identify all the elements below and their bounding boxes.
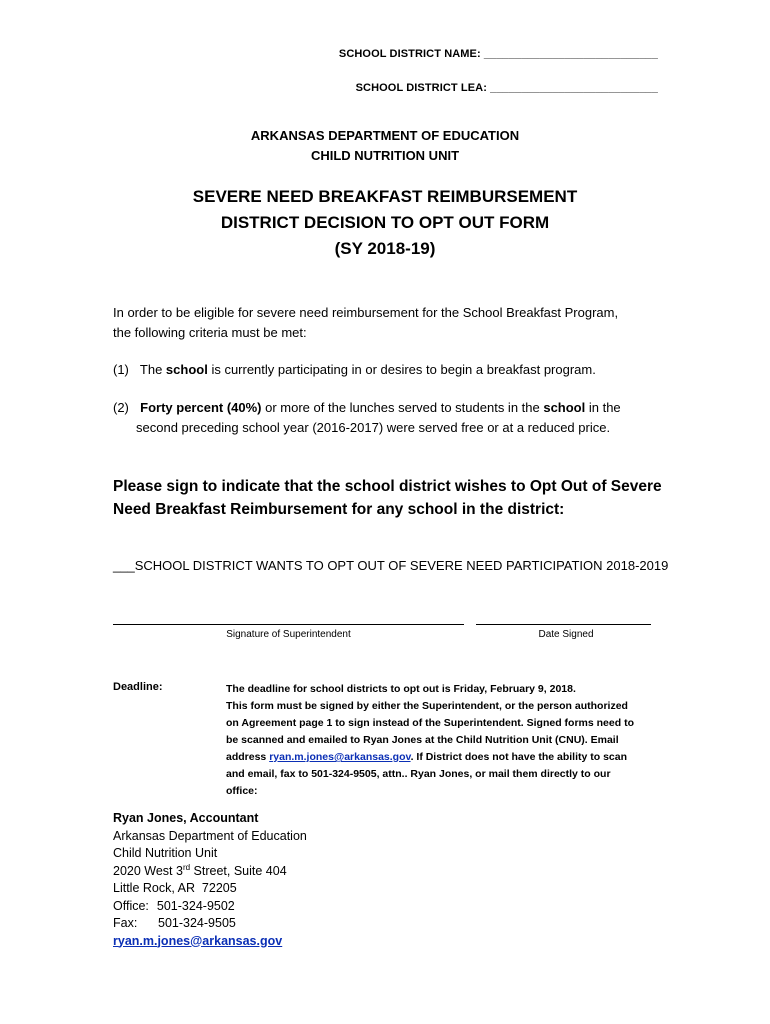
agency-heading [0, 126, 770, 166]
office-phone: 501-324-9502 [156, 898, 235, 913]
contact-street [113, 863, 413, 881]
street-name: Street, Suite 404 [190, 863, 287, 878]
street-ordinal: rd [182, 862, 191, 872]
contact-office [113, 898, 413, 916]
form-title-line3: (SY 2018-19) [334, 239, 436, 258]
deadline-text [226, 681, 657, 800]
criteria-number: (1) [113, 362, 129, 377]
form-title [0, 184, 770, 262]
contact-block [113, 810, 413, 950]
deadline-line: be scanned and emailed to Ryan Jones at the Child Nutrition Unit (CNU). Email [226, 734, 619, 746]
form-title-line2: DISTRICT DECISION TO OPT OUT FORM [220, 213, 550, 232]
criteria-text: The [139, 362, 166, 377]
opt-out-blank[interactable]: ___ [113, 558, 135, 573]
criteria-item-1 [113, 360, 673, 380]
sign-prompt-line2: Need Breakfast Reimbursement for any school in the district: [113, 501, 565, 518]
intro-line2: the following criteria must be met: [113, 325, 307, 340]
deadline-line: on Agreement page 1 to sign instead of the Superintendent. Signed forms need to [226, 717, 634, 729]
criteria-text: in the [585, 400, 621, 415]
criteria-emphasis: school [543, 400, 586, 415]
deadline-line: The deadline for school districts to opt out is Friday, February 9, 2018. [226, 683, 576, 695]
date-signed-label: Date Signed [538, 629, 594, 640]
deadline-line [226, 749, 657, 766]
superintendent-signature-line[interactable] [113, 624, 464, 625]
agency-name: ARKANSAS DEPARTMENT OF EDUCATION [250, 128, 520, 143]
fax-label: Fax: [113, 916, 138, 930]
fax-number: 501-324-9505 [158, 916, 236, 930]
deadline-text-fragment: address [226, 751, 270, 763]
deadline-label: Deadline: [113, 681, 163, 693]
deadline-email-link[interactable]: ryan.m.jones@arkansas.gov [269, 751, 411, 763]
deadline-line: and email, fax to 501-324-9505, attn.. Ryan Jones, or mail them directly to our [226, 768, 611, 780]
sign-prompt [113, 475, 683, 521]
intro-line1: In order to be eligible for severe need reimbursement for the School Breakfast Program, [113, 305, 619, 320]
contact-org: Arkansas Department of Education [113, 828, 307, 843]
contact-city: Little Rock, AR 72205 [113, 881, 237, 895]
school-district-name-field[interactable]: SCHOOL DISTRICT NAME: ____________________________ [338, 48, 658, 60]
opt-out-option[interactable] [113, 556, 683, 576]
deadline-text-fragment: . If District does not have the ability to scan [410, 751, 628, 763]
deadline-line: This form must be signed by either the Superintendent, or the person authorized [226, 700, 628, 712]
criteria-text: or more of the lunches served to students in the [261, 400, 544, 415]
school-district-lea-field[interactable]: SCHOOL DISTRICT LEA: ___________________________ [355, 82, 658, 94]
criteria-emphasis: Forty percent (40%) [140, 400, 262, 415]
criteria-item-2 [113, 398, 673, 438]
contact-unit: Child Nutrition Unit [113, 846, 218, 860]
contact-email-link[interactable]: ryan.m.jones@arkansas.gov [113, 933, 283, 948]
contact-name: Ryan Jones, Accountant [113, 811, 259, 825]
criteria-number: (2) [113, 400, 129, 415]
street-number: 2020 West 3 [113, 863, 183, 878]
deadline-line: office: [226, 785, 258, 797]
criteria-emphasis: school [165, 362, 208, 377]
sign-prompt-line1: Please sign to indicate that the school district wishes to Opt Out of Severe [113, 478, 662, 495]
date-signed-line[interactable] [476, 624, 651, 625]
criteria-text-line2: second preceding school year (2016-2017) were served free or at a reduced price. [136, 420, 611, 435]
opt-out-label: SCHOOL DISTRICT WANTS TO OPT OUT OF SEVERE NEED PARTICIPATION 2018-2019 [134, 558, 669, 573]
superintendent-signature-label: Signature of Superintendent [226, 629, 351, 640]
form-title-line1: SEVERE NEED BREAKFAST REIMBURSEMENT [192, 187, 578, 206]
agency-unit: CHILD NUTRITION UNIT [310, 148, 460, 163]
office-label: Office: [113, 898, 149, 913]
intro-paragraph [113, 303, 673, 343]
contact-fax [113, 915, 413, 933]
criteria-text: is currently participating in or desires to begin a breakfast program. [207, 362, 596, 377]
